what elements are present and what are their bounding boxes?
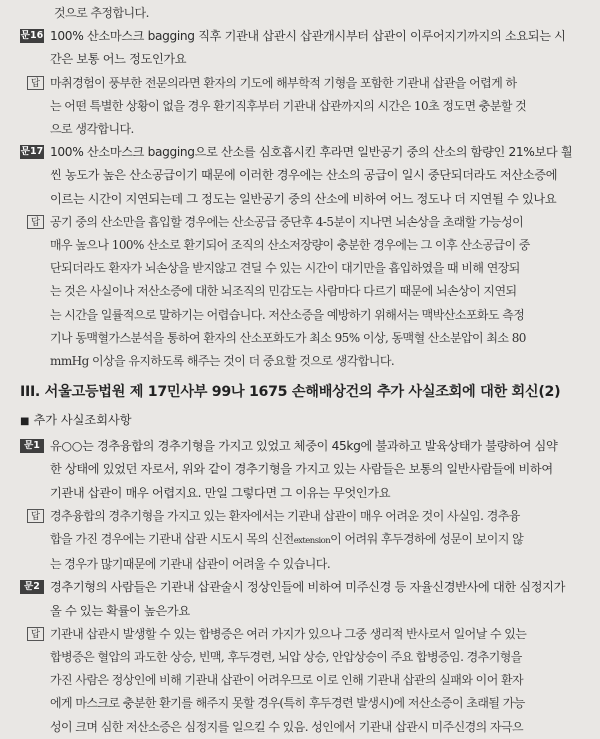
question-tag: 문16 xyxy=(20,30,44,42)
answer-tag: 답 xyxy=(27,76,44,90)
question-line: 기관내 삽관이 매우 어렵지요. 만일 그렇다면 그 이유는 무엇인가요 xyxy=(50,485,391,500)
answer-line: 는 시간을 일률적으로 말하기는 어렵습니다. 저산소증을 예방하기 위해서는 맥박산소포화도 측정 xyxy=(50,307,525,322)
footnote-term: extension xyxy=(293,536,331,547)
answer-line: 는 것은 사실이나 저산소증에 대한 뇌조직의 민감도는 사람마다 다르기 때문에 뇌손상이 지연되 xyxy=(50,284,517,299)
question-2 xyxy=(20,576,588,622)
question-line: 100% 산소마스크 bagging 직후 기관내 삽관시 삽관개시부터 삽관이 이루어지기까지의 소요되는 시 xyxy=(50,29,566,44)
question-16 xyxy=(20,25,588,71)
question-tag: 문17 xyxy=(20,146,44,158)
subsection-label: 추가 사실조회사항 xyxy=(33,413,132,428)
answer-line: 기관내 삽관시 발생할 수 있는 합병증은 여러 가지가 있으나 그중 생리적 반사로서 일어날 수 있는 xyxy=(50,626,527,641)
answer-line: 매우 높으나 100% 산소로 환기되어 조직의 산소저장량이 충분한 경우에는 그 이후 산소공급이 중 xyxy=(50,238,530,253)
answer-line: 합병증은 혈압의 과도한 상승, 빈맥, 후두경련, 뇌압 상승, 안압상승이 주요 합병증임. 경추기형을 xyxy=(50,650,522,665)
question-line: 100% 산소마스크 bagging으로 산소를 심호흡시킨 후라면 일반공기 중의 산소의 함량인 21%보다 훨 xyxy=(50,145,573,160)
square-bullet-icon: ■ xyxy=(20,416,30,428)
answer-17 xyxy=(20,211,588,373)
subsection-heading xyxy=(20,409,588,433)
answer-line: 에게 마스크로 충분한 환기를 해주지 못할 경우(특히 후두경련 발생시)에 저산소증이 초래될 가능 xyxy=(50,696,525,711)
question-tag: 문1 xyxy=(20,439,44,453)
answer-line: mmHg 이상을 유지하도록 해주는 것이 더 중요할 것으로 생각합니다. xyxy=(50,354,395,369)
question-17 xyxy=(20,141,588,211)
answer-2 xyxy=(20,623,588,739)
answer-line: 마취경험이 풍부한 전문의라면 환자의 기도에 해부학적 기형을 포함한 기관내 삽관을 어렵게 하 xyxy=(50,75,517,90)
question-line: 유○○는 경추융합의 경추기형을 가지고 있었고 체중이 45kg에 불과하고 발육상태가 불량하여 심약 xyxy=(50,439,558,454)
answer-line xyxy=(50,528,588,553)
question-line: 씬 농도가 높은 산소공급이기 때문에 이러한 경우에는 산소의 공급이 일시 중단되더라도 저산소증에 xyxy=(50,168,558,183)
question-line: 이르는 시간이 지연되는데 그 정도는 일반공기 중의 산소에 비하여 어느 정도나 더 지연될 수 있나요 xyxy=(50,191,557,206)
answer-tag: 답 xyxy=(27,509,44,523)
answer-line: 경추융합의 경추기형을 가지고 있는 환자에서는 기관내 삽관이 매우 어려운 것이 사실임. 경추융 xyxy=(50,508,520,523)
answer-line: 는 경우가 많기때문에 기관내 삽관이 어려울 수 있습니다. xyxy=(50,557,331,572)
answer-tag: 답 xyxy=(27,627,44,641)
question-tag: 문2 xyxy=(20,580,44,594)
answer-16 xyxy=(20,72,588,142)
answer-line: 기나 동맥혈가스분석을 통하여 환자의 산소포화도가 최소 95% 이상, 동맥혈 산소분압이 최소 80 xyxy=(50,330,526,345)
question-line: 올 수 있는 확률이 높은가요 xyxy=(50,603,190,618)
question-line: 간은 보통 어느 정도인가요 xyxy=(50,52,187,67)
section-title: III. 서울고등법원 제 17민사부 99나 1675 손해배상건의 추가 사실조회에 대한 회신(2) xyxy=(20,384,561,401)
question-1 xyxy=(20,435,588,505)
question-line: 경추기형의 사람들은 기관내 삽관술시 정상인들에 비하여 미주신경 등 자율신경반사에 대한 심정지가 xyxy=(50,580,566,595)
answer-text: 이 어려워 후두경하에 성문이 보이지 않 xyxy=(330,532,524,547)
answer-line: 가진 사람은 정상인에 비해 기관내 삽관이 어려우므로 이로 인해 기관내 삽관의 실패와 이어 환자 xyxy=(50,673,524,688)
answer-line: 으로 생각합니다. xyxy=(50,122,134,137)
answer-line: 공기 중의 산소만을 흡입할 경우에는 산소공급 중단후 4-5분이 지나면 뇌손상을 초래할 가능성이 xyxy=(50,214,524,229)
answer-tag: 답 xyxy=(27,215,44,229)
answer-text: 합을 가진 경우에는 기관내 삽관 시도시 목의 신전 xyxy=(50,532,294,547)
answer-line: 단되더라도 환자가 뇌손상을 받지않고 견딜 수 있는 시간이 대기만을 흡입하였을 때 비해 연장되 xyxy=(50,261,520,276)
answer-1 xyxy=(20,505,588,577)
answer-line: 성이 크며 심한 저산소증은 심정지를 일으킬 수 있음. 성인에서 기관내 삽관시 미주신경의 자극으 xyxy=(50,719,524,734)
question-line: 한 상태에 있었던 자로서, 위와 같이 경추기형을 가지고 있는 사람들은 보통의 일반사람들에 비하여 xyxy=(50,462,553,477)
intro-line: 것으로 추정합니다. xyxy=(54,6,149,20)
answer-line: 는 어떤 특별한 상황이 없을 경우 환기직후부터 기관내 삽관까지의 시간은 10초 정도면 충분할 것 xyxy=(50,98,527,113)
